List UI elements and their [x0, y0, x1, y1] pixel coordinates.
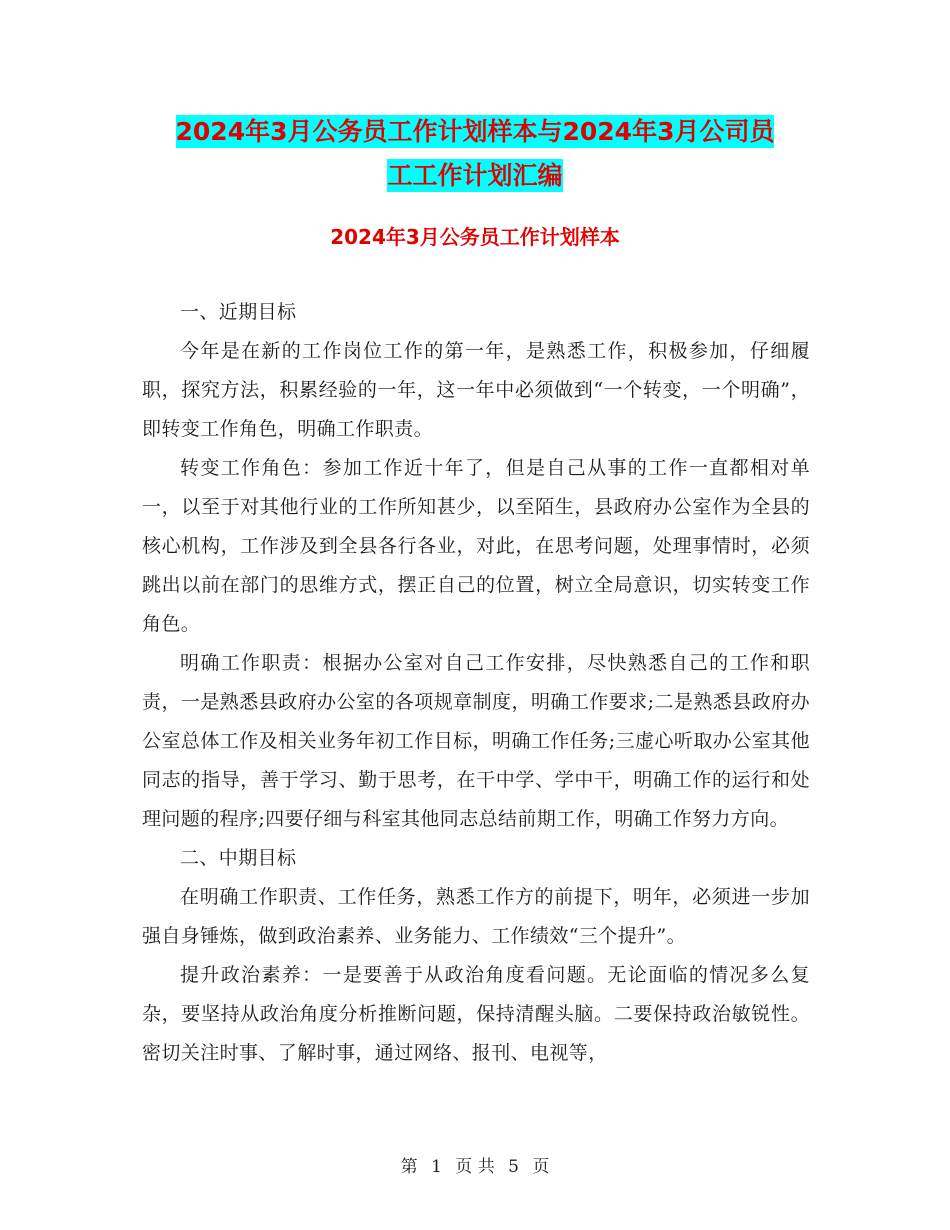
footer-suffix: 页: [532, 1157, 550, 1177]
paragraph: 转变工作角色：参加工作近十年了，但是自己从事的工作一直都相对单一，以至于对其他行业的工作所知甚少，以至陌生，县政府办公室作为全县的核心机构，工作涉及到全县各行各业，对此，在思考问题，处理事情时，必须跳出以前在部门的思维方式，摆正自己的位置，树立全局意识，切实转变工作角色。: [142, 457, 810, 635]
paragraph: 今年是在新的工作岗位工作的第一年，是熟悉工作，积极参加，仔细履职，探究方法，积累经验的一年，这一年中必须做到“一个转变，一个明确”，即转变工作角色，明确工作职责。: [142, 340, 810, 440]
page-total: 5: [508, 1157, 519, 1177]
heading-near-term: 一、近期目标: [180, 301, 297, 323]
title-line-1: 2024年3月公务员工作计划样本与2024年3月公司员: [175, 117, 775, 146]
page-number: 1: [431, 1157, 442, 1177]
footer-prefix: 第: [400, 1157, 418, 1177]
paragraph: 提升政治素养：一是要善于从政治角度看问题。无论面临的情况多么复杂，要坚持从政治角度分析推断问题，保持清醒头脑。二要保持政治敏锐性。密切关注时事、了解时事，通过网络、报刊、电视等，: [142, 964, 810, 1064]
heading-mid-term: 二、中期目标: [180, 847, 297, 869]
footer-mid: 页 共: [455, 1157, 495, 1177]
paragraph: 在明确工作职责、工作任务，熟悉工作方的前提下，明年，必须进一步加强自身锤炼，做到政治素养、业务能力、工作绩效“三个提升”。: [142, 886, 810, 947]
section-subtitle: 2024年3月公务员工作计划样本: [330, 225, 620, 249]
title-line-2: 工工作计划汇编: [387, 161, 563, 190]
document-body: [142, 293, 810, 1073]
document-title: [140, 110, 810, 198]
paragraph: 明确工作职责：根据办公室对自己工作安排，尽快熟悉自己的工作和职责，一是熟悉县政府办公室的各项规章制度，明确工作要求;二是熟悉县政府办公室总体工作及相关业务年初工作目标，明确工作任务;三虚心听取办公室其他同志的指导，善于学习、勤于思考，在干中学、学中干，明确工作的运行和处理问题的程序;四要仔细与科室其他同志总结前期工作，明确工作努力方向。: [142, 652, 810, 830]
page-footer: [0, 1152, 950, 1177]
